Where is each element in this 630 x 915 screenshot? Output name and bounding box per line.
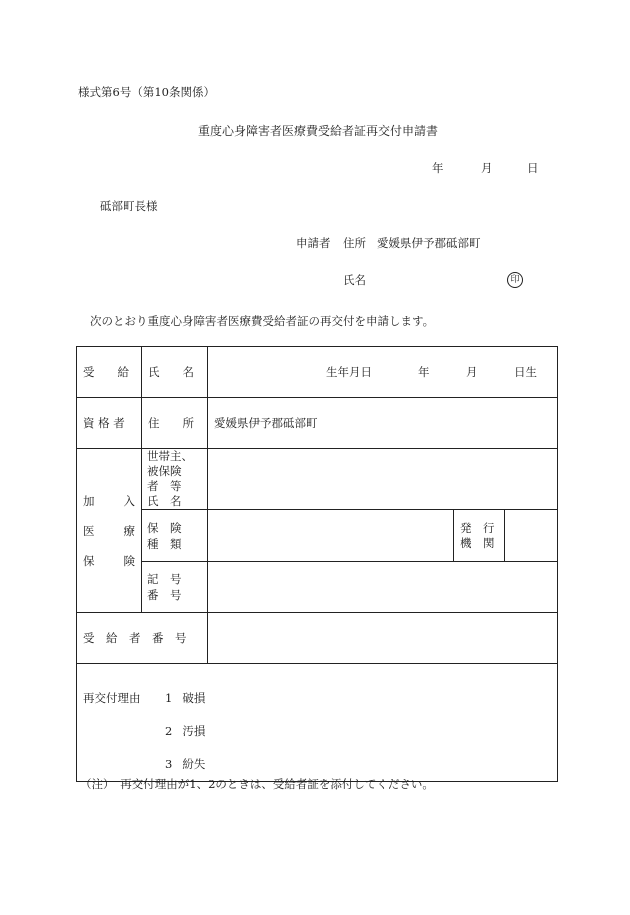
household-label-1: 世帯主、被保険 [147, 449, 193, 478]
issuer-cell[interactable] [454, 510, 558, 562]
date-month-label: 月 [481, 161, 493, 175]
insurance-label-cell [77, 449, 142, 613]
birth-year: 年 [418, 365, 430, 379]
name-label: 氏 名 [148, 365, 194, 379]
reason-2-no: 2 [165, 724, 173, 738]
insurance-type-value-cell[interactable] [208, 510, 454, 562]
issuer-label-2: 機 関 [460, 535, 495, 550]
addressee: 砥部町長様 [100, 199, 158, 213]
applicant-address-value: 愛媛県伊予郡砥部町 [377, 236, 481, 250]
insurance-char-4: 療 [123, 523, 135, 538]
date-day-label: 日 [527, 161, 539, 175]
recipient-number-value-cell[interactable] [208, 613, 558, 664]
issuer-label-1: 発 行 [460, 520, 495, 535]
applicant-role: 申請者 [296, 236, 331, 250]
insurance-char-2: 入 [123, 493, 135, 508]
insurance-type-label-cell [142, 510, 208, 562]
reason-label: 再交付理由 [83, 691, 141, 705]
reason-3-no: 3 [165, 757, 173, 771]
recipient-label-1: 受 給 [83, 365, 129, 379]
name-label-cell [142, 347, 208, 398]
intro-text: 次のとおり重度心身障害者医療費受給者証の再交付を申請します。 [90, 314, 435, 328]
reason-1-text: 破損 [182, 691, 206, 705]
household-label-cell [142, 449, 208, 510]
recipient-number-label: 受 給 者 番 号 [83, 631, 187, 645]
seal-mark [507, 271, 523, 288]
household-label-2: 者 等 氏 名 [147, 479, 193, 508]
applicant-address-label: 住所 [343, 236, 366, 250]
form-number: 様式第6号（第10条関係） [78, 85, 215, 99]
address-value: 愛媛県伊予郡砥部町 [214, 416, 318, 430]
birth-month: 月 [466, 365, 478, 379]
name-birth-cell[interactable] [208, 347, 558, 398]
insurance-char-5: 保 [83, 553, 95, 568]
address-label-cell [142, 398, 208, 449]
insurance-char-3: 医 [83, 523, 95, 538]
note: （注） 再交付理由が1、2のときは、受給者証を添付してください。 [80, 777, 434, 791]
seal-icon: 印 [507, 272, 523, 288]
birth-suffix: 日生 [514, 365, 538, 379]
reason-3-text: 紛失 [182, 757, 206, 771]
birth-label: 生年月日 [326, 365, 373, 379]
reason-2-text: 汚損 [182, 724, 206, 738]
insurance-char-1: 加 [83, 493, 95, 508]
recipient-label-cell [77, 347, 142, 398]
applicant-name-label: 氏名 [343, 273, 366, 287]
insurance-type-label: 保 険 種 類 [147, 520, 193, 551]
recipient-number-label-cell [77, 613, 208, 664]
address-label: 住 所 [148, 416, 194, 430]
reason-1-no: 1 [165, 691, 173, 705]
household-value-cell[interactable] [208, 449, 558, 510]
qualified-label-cell [77, 398, 142, 449]
recipient-label-2: 資 格 者 [83, 416, 125, 430]
symbol-number-value-cell[interactable] [208, 562, 558, 613]
symbol-number-label-cell [142, 562, 208, 613]
issuer-value[interactable] [505, 510, 557, 561]
symbol-number-label: 記 号 番 号 [147, 572, 193, 602]
application-table [76, 346, 558, 782]
insurance-char-6: 険 [123, 553, 135, 568]
address-value-cell[interactable] [208, 398, 558, 449]
date-year-label: 年 [432, 161, 444, 175]
issuer-label [454, 510, 505, 561]
reason-cell [77, 664, 558, 782]
form-title: 重度心身障害者医療費受給者証再交付申請書 [198, 124, 439, 138]
